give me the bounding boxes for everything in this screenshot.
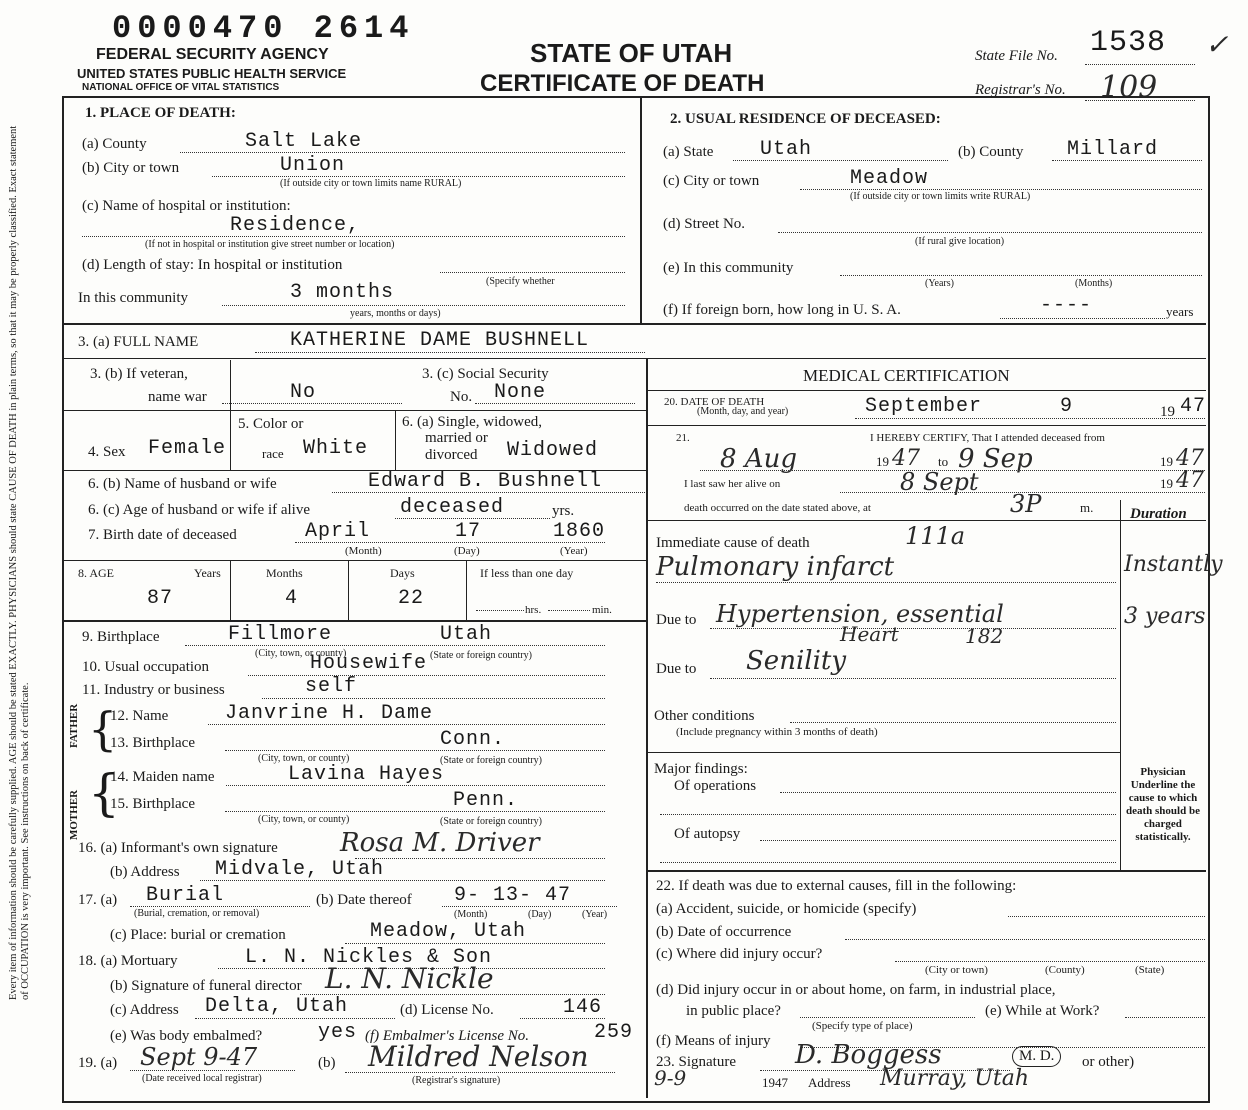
age-years-header: Years	[194, 566, 221, 580]
registrar-number-label: Registrar's No.	[975, 82, 1066, 98]
community-note: years, months or days)	[350, 308, 441, 319]
last-saw-value: 8 Sept	[900, 468, 979, 496]
burial-value: Burial	[146, 884, 225, 907]
major-findings-label: Major findings:	[654, 761, 748, 777]
last-saw-year-prefix: 19	[1160, 476, 1173, 491]
less-than-day-header: If less than one day	[480, 566, 574, 580]
residence-heading: 2. USUAL RESIDENCE OF DECEASED:	[670, 111, 941, 127]
veteran-label: 3. (b) If veteran,	[90, 366, 188, 382]
item-21-number: 21.	[676, 432, 690, 444]
marital-value: Widowed	[507, 439, 599, 462]
county-label: (a) County	[82, 136, 147, 152]
birthplace-label: 9. Birthplace	[82, 629, 160, 645]
embalmer-license-value: 259	[594, 1021, 634, 1044]
where-city-caption: (City or town)	[925, 964, 988, 976]
street-note: (If rural give location)	[915, 236, 1005, 247]
public-place-label: in public place?	[686, 1003, 781, 1019]
residence-community-label: (e) In this community	[663, 260, 794, 276]
immediate-cause-label: Immediate cause of death	[656, 535, 810, 551]
full-name-value: KATHERINE DAME BUSHNELL	[290, 329, 590, 352]
at-work-label: (e) While at Work?	[985, 1003, 1100, 1019]
autopsy-label: Of autopsy	[674, 826, 741, 842]
occurrence-label: (b) Date of occurrence	[656, 924, 792, 940]
hospital-value: Residence,	[230, 214, 361, 237]
accident-label: (a) Accident, suicide, or homicide (specify)	[656, 901, 917, 917]
due-to-2-value: Senility	[746, 646, 847, 676]
mother-name-label: 14. Maiden name	[110, 769, 215, 785]
informant-address-label: (b) Address	[110, 864, 180, 880]
foreign-years-suffix: years	[1166, 304, 1194, 319]
director-signature: L. N. Nickle	[325, 962, 494, 995]
due-to-1-code: 182	[965, 624, 1004, 648]
race-label: race	[262, 446, 284, 461]
where-state-caption: (State)	[1135, 964, 1165, 976]
birthplace-state-value: Utah	[440, 623, 493, 646]
father-name-label: 12. Name	[110, 708, 169, 724]
mortuary-label: 18. (a) Mortuary	[78, 953, 178, 969]
external-causes-label: 22. If death was due to external causes, fill in the following:	[656, 878, 1017, 894]
margin-instructions: Every item of information should be carefully supplied. AGE should be stated EXACTLY. PHYSICIANS should state CAUSE OF DEATH in plain terms, so that it may be properly classified. Exact statement of OCCUPATION is very important. See instructions on back of certificate.	[8, 125, 31, 1000]
signature-label: 23. Signature	[656, 1054, 736, 1070]
residence-city-value: Meadow	[850, 167, 929, 190]
service-name: UNITED STATES PUBLIC HEALTH SERVICE	[77, 66, 347, 81]
signature-address-label: Address	[808, 1075, 851, 1090]
registrar-signature-label: (b)	[318, 1055, 336, 1071]
father-city-caption: (City, town, or county)	[258, 753, 350, 764]
embalmed-value: yes	[318, 1021, 358, 1044]
industry-value: self	[305, 675, 358, 698]
spouse-age-value: deceased	[400, 496, 505, 519]
race-value: White	[303, 437, 369, 460]
years-caption: (Years)	[925, 278, 954, 289]
mother-birthplace-label: 15. Birthplace	[110, 796, 195, 812]
birthplace-city-value: Fillmore	[228, 623, 333, 646]
received-caption: (Date received local registrar)	[142, 1073, 262, 1084]
birth-month-value: April	[305, 520, 371, 543]
received-date: Sept 9-47	[140, 1043, 258, 1071]
mortuary-address-label: (c) Address	[110, 1002, 179, 1018]
min-label: min.	[592, 604, 612, 616]
occurred-label: death occurred on the date stated above, at	[684, 502, 871, 514]
informant-address-value: Midvale, Utah	[215, 858, 385, 881]
spouse-value: Edward B. Bushnell	[368, 470, 603, 493]
due-to-1-duration: 3 years	[1124, 604, 1206, 629]
residence-county-label: (b) County	[958, 144, 1024, 160]
due-to-1-label: Due to	[656, 612, 697, 628]
father-tag: FATHER	[68, 703, 80, 748]
attended-to-year: 47	[1176, 446, 1204, 471]
last-saw-year: 47	[1176, 468, 1204, 493]
residence-state-label: (a) State	[663, 144, 714, 160]
operations-label: Of operations	[674, 778, 757, 794]
birth-day-value: 17	[455, 520, 482, 543]
father-bracket: {	[88, 702, 118, 756]
yrs-label: yrs.	[552, 503, 575, 519]
color-label: 5. Color or	[238, 416, 304, 432]
other-conditions-label: Other conditions	[654, 708, 755, 724]
signature-date: 9-9	[654, 1066, 687, 1090]
to-label: to	[938, 454, 949, 469]
informant-label: 16. (a) Informant's own signature	[78, 840, 278, 856]
father-state-caption: (State or foreign country)	[440, 755, 542, 766]
certify-statement: I HEREBY CERTIFY, That I attended deceased from	[870, 432, 1105, 444]
father-birthplace-value: Conn.	[440, 728, 506, 751]
mortuary-address-value: Delta, Utah	[205, 995, 349, 1018]
registrar-caption: (Registrar's signature)	[412, 1075, 501, 1086]
death-month-value: September	[865, 395, 983, 418]
due-to-2-label: Due to	[656, 661, 697, 677]
attended-to: 9 Sep	[958, 444, 1033, 474]
full-name-label: 3. (a) FULL NAME	[78, 334, 199, 350]
mother-bracket: {	[88, 764, 120, 822]
death-year-value: 47	[1180, 395, 1207, 418]
agency-name: FEDERAL SECURITY AGENCY	[96, 46, 329, 63]
immediate-duration: Instantly	[1124, 552, 1223, 577]
duration-header: Duration	[1130, 506, 1187, 522]
embalmed-label: (e) Was body embalmed?	[110, 1028, 263, 1044]
registrar-number: 109	[1100, 70, 1158, 105]
foreign-label: (f) If foreign born, how long in U. S. A.	[663, 302, 901, 318]
burial-year-caption: (Year)	[582, 909, 608, 920]
spouse-age-label: 6. (c) Age of husband or wife if alive	[88, 502, 311, 518]
means-label: (f) Means of injury	[656, 1033, 771, 1049]
specify-place-caption: (Specify type of place)	[812, 1020, 913, 1032]
signature-address: Murray, Utah	[880, 1066, 1030, 1091]
community-label: In this community	[78, 290, 188, 306]
date-of-death-label: 20. DATE OF DEATH	[664, 396, 765, 408]
age-days-value: 22	[398, 587, 425, 610]
marital-label-2: married or	[425, 430, 488, 446]
burial-date-value: 9- 13- 47	[454, 884, 572, 907]
burial-caption: (Burial, cremation, or removal)	[134, 908, 260, 919]
marital-label-1: 6. (a) Single, widowed,	[402, 414, 542, 430]
father-birthplace-label: 13. Birthplace	[110, 735, 195, 751]
month-caption: (Month)	[345, 545, 382, 557]
other-conditions-note: (Include pregnancy within 3 months of death)	[676, 726, 878, 738]
state-title: STATE OF UTAH	[530, 38, 733, 68]
age-months-value: 4	[285, 587, 299, 610]
occupation-value: Housewife	[310, 652, 428, 675]
sex-label: 4. Sex	[88, 444, 126, 460]
burial-month-caption: (Month)	[454, 909, 488, 920]
home-label: (d) Did injury occur in or about home, on farm, in industrial place,	[656, 982, 1056, 998]
city-label: (b) City or town	[82, 160, 180, 176]
year-caption: (Year)	[560, 545, 588, 557]
hrs-label: hrs.	[525, 604, 542, 616]
foreign-value: ----	[1040, 294, 1093, 317]
received-label: 19. (a)	[78, 1055, 118, 1071]
veteran-value: No	[290, 381, 317, 404]
mother-birthplace-value: Penn.	[453, 789, 519, 812]
license-label: (d) License No.	[400, 1002, 494, 1018]
mortuary-value: L. N. Nickles & Son	[245, 946, 493, 969]
birth-date-label: 7. Birth date of deceased	[88, 527, 237, 543]
social-security-value: None	[494, 381, 547, 404]
war-label: name war	[148, 389, 207, 405]
physician-note: Physician Underline the cause to which death should be charged statistically.	[1126, 766, 1200, 843]
social-security-label: 3. (c) Social Security	[422, 366, 549, 382]
last-saw-label: I last saw her alive on	[684, 478, 781, 490]
age-days-header: Days	[390, 566, 415, 580]
residence-county-value: Millard	[1067, 138, 1159, 161]
burial-place-label: (c) Place: burial or cremation	[110, 927, 286, 943]
signature-year: 1947	[762, 1075, 788, 1090]
burial-place-value: Meadow, Utah	[370, 920, 527, 943]
due-to-1-detail: Heart	[840, 622, 899, 646]
death-year-prefix: 19	[1160, 404, 1175, 420]
death-city-value: Union	[280, 154, 346, 177]
specify-note: (Specify whether	[486, 276, 555, 287]
due-to-1-value: Hypertension, essential	[716, 600, 1004, 628]
state-file-number: 1538	[1090, 26, 1167, 60]
hospital-label: (c) Name of hospital or institution:	[82, 198, 291, 214]
check-mark-icon: ✓	[1205, 28, 1229, 61]
birth-year-value: 1860	[553, 520, 606, 543]
medical-heading: MEDICAL CERTIFICATION	[803, 366, 1010, 385]
license-value: 146	[563, 996, 603, 1019]
burial-label: 17. (a)	[78, 892, 118, 908]
informant-signature: Rosa M. Driver	[340, 828, 540, 858]
burial-date-label: (b) Date thereof	[316, 892, 412, 908]
age-months-header: Months	[266, 566, 303, 580]
residence-city-note: (If outside city or town limits write RURAL)	[850, 191, 1031, 202]
where-county-caption: (County)	[1045, 964, 1085, 976]
where-label: (c) Where did injury occur?	[656, 946, 823, 962]
spouse-label: 6. (b) Name of husband or wife	[88, 476, 277, 492]
attended-from-year: 47	[892, 446, 920, 471]
death-day-value: 9	[1060, 395, 1074, 418]
street-label: (d) Street No.	[663, 216, 746, 232]
ss-no-label: No.	[450, 389, 473, 405]
day-caption: (Day)	[454, 545, 480, 557]
physician-signature: D. Boggess	[795, 1040, 942, 1070]
stay-label: (d) Length of stay: In hospital or institution	[82, 257, 343, 273]
residence-state-value: Utah	[760, 138, 813, 161]
occupation-label: 10. Usual occupation	[82, 659, 210, 675]
attended-to-year-prefix: 19	[1160, 454, 1173, 469]
burial-day-caption: (Day)	[528, 909, 552, 920]
age-label: 8. AGE	[78, 566, 114, 580]
father-name-value: Janvrine H. Dame	[225, 702, 434, 725]
months-caption: (Months)	[1075, 278, 1113, 289]
director-label: (b) Signature of funeral director	[110, 978, 302, 994]
city-note: (If outside city or town limits name RURAL)	[280, 178, 462, 189]
mother-tag: MOTHER	[68, 789, 80, 840]
immediate-cause-code: 111a	[905, 522, 966, 550]
office-name: NATIONAL OFFICE OF VITAL STATISTICS	[82, 82, 280, 93]
attended-from-year-prefix: 19	[876, 454, 889, 469]
registrar-signature: Mildred Nelson	[368, 1040, 589, 1073]
or-other-label: or other)	[1082, 1054, 1135, 1070]
embalmer-license-label: (f) Embalmer's License No.	[365, 1028, 530, 1044]
md-label: M. D.	[1012, 1046, 1061, 1067]
birthplace-city-caption: (City, town, or county)	[255, 648, 347, 659]
hospital-note: (If not in hospital or institution give street number or location)	[145, 239, 395, 250]
state-file-label: State File No.	[975, 48, 1058, 64]
attended-from: 8 Aug	[720, 444, 797, 474]
community-value: 3 months	[290, 281, 395, 304]
industry-label: 11. Industry or business	[82, 682, 225, 698]
certificate-title: CERTIFICATE OF DEATH	[480, 70, 765, 97]
death-county-value: Salt Lake	[245, 130, 363, 153]
immediate-cause-value: Pulmonary infarct	[656, 552, 895, 582]
residence-city-label: (c) City or town	[663, 173, 760, 189]
birthplace-state-caption: (State or foreign country)	[430, 650, 532, 661]
age-years-value: 87	[147, 587, 174, 610]
occurred-value: 3P	[1010, 490, 1042, 518]
marital-label-3: divorced	[425, 447, 478, 463]
place-of-death-heading: 1. PLACE OF DEATH:	[85, 105, 236, 121]
mother-name-value: Lavina Hayes	[288, 763, 445, 786]
serial-number: 0000470 2614	[112, 10, 415, 47]
mother-city-caption: (City, town, or county)	[258, 814, 350, 825]
occurred-m: m.	[1080, 500, 1094, 515]
mother-state-caption: (State or foreign country)	[440, 816, 542, 827]
sex-value: Female	[148, 437, 227, 460]
date-of-death-note: (Month, day, and year)	[697, 406, 789, 417]
